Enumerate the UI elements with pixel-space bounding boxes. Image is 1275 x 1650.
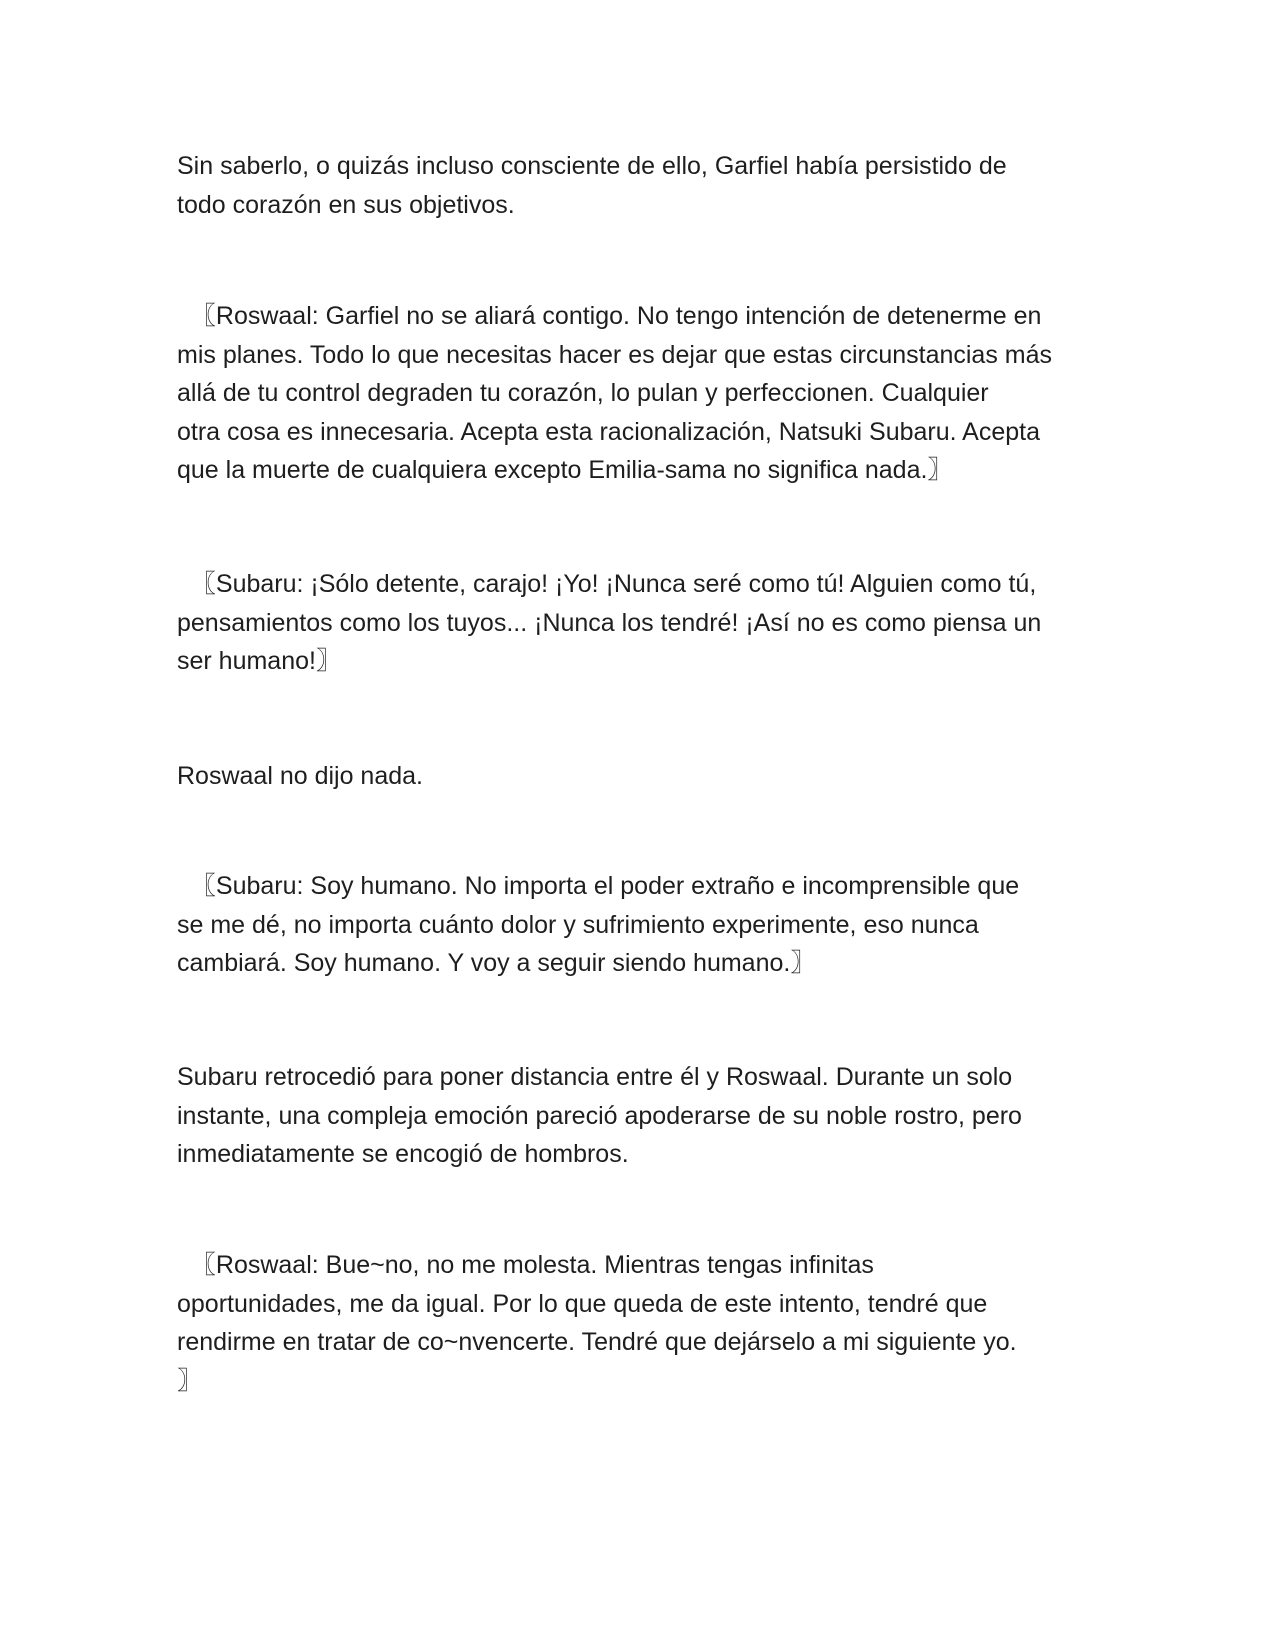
dialogue-paragraph-roswaal: 〖Roswaal: Garfiel no se aliará contigo. No tengo intención de detenerme en mis planes. Todo lo que necesitas hacer es dejar que estas circunstancias más allá de tu control degraden tu corazón, lo pulan y perfeccionen. Cualquier otra cosa es innecesaria. Acepta esta racionalización, Natsuki Subaru. Acepta que la muerte de cualquiera excepto Emilia-sama no significa nada.〗 [177, 302, 1053, 484]
dialogue-paragraph-subaru: 〖Subaru: Soy humano. No importa el poder extraño e incomprensible que se me dé, no importa cuánto dolor y sufrimiento experimente, eso nunca cambiará. Soy humano. Y voy a seguir siendo humano.〗 [177, 872, 1020, 977]
narration-paragraph: Subaru retrocedió para poner distancia entre él y Roswaal. Durante un solo instante, una compleja emoción pareció apoderarse de su noble rostro, pero inmediatamente se encogió de hombros. [177, 1063, 1022, 1168]
dialogue-paragraph-roswaal: 〖Roswaal: Bue~no, no me molesta. Mientras tengas infinitas oportunidades, me da igual. Por lo que queda de este intento, tendré que rendirme en tratar de co~nvencerte. Tendré que dejárselo a mi siguiente yo. 〗 [177, 1251, 1017, 1395]
narration-paragraph: Sin saberlo, o quizás incluso consciente de ello, Garfiel había persistido de todo corazón en sus objetivos. [177, 152, 1007, 219]
narration-paragraph: Roswaal no dijo nada. [177, 762, 423, 790]
dialogue-paragraph-subaru: 〖Subaru: ¡Sólo detente, carajo! ¡Yo! ¡Nunca seré como tú! Alguien como tú, pensamientos como los tuyos... ¡Nunca los tendré! ¡Así no es como piensa un ser humano!〗 [177, 570, 1042, 675]
